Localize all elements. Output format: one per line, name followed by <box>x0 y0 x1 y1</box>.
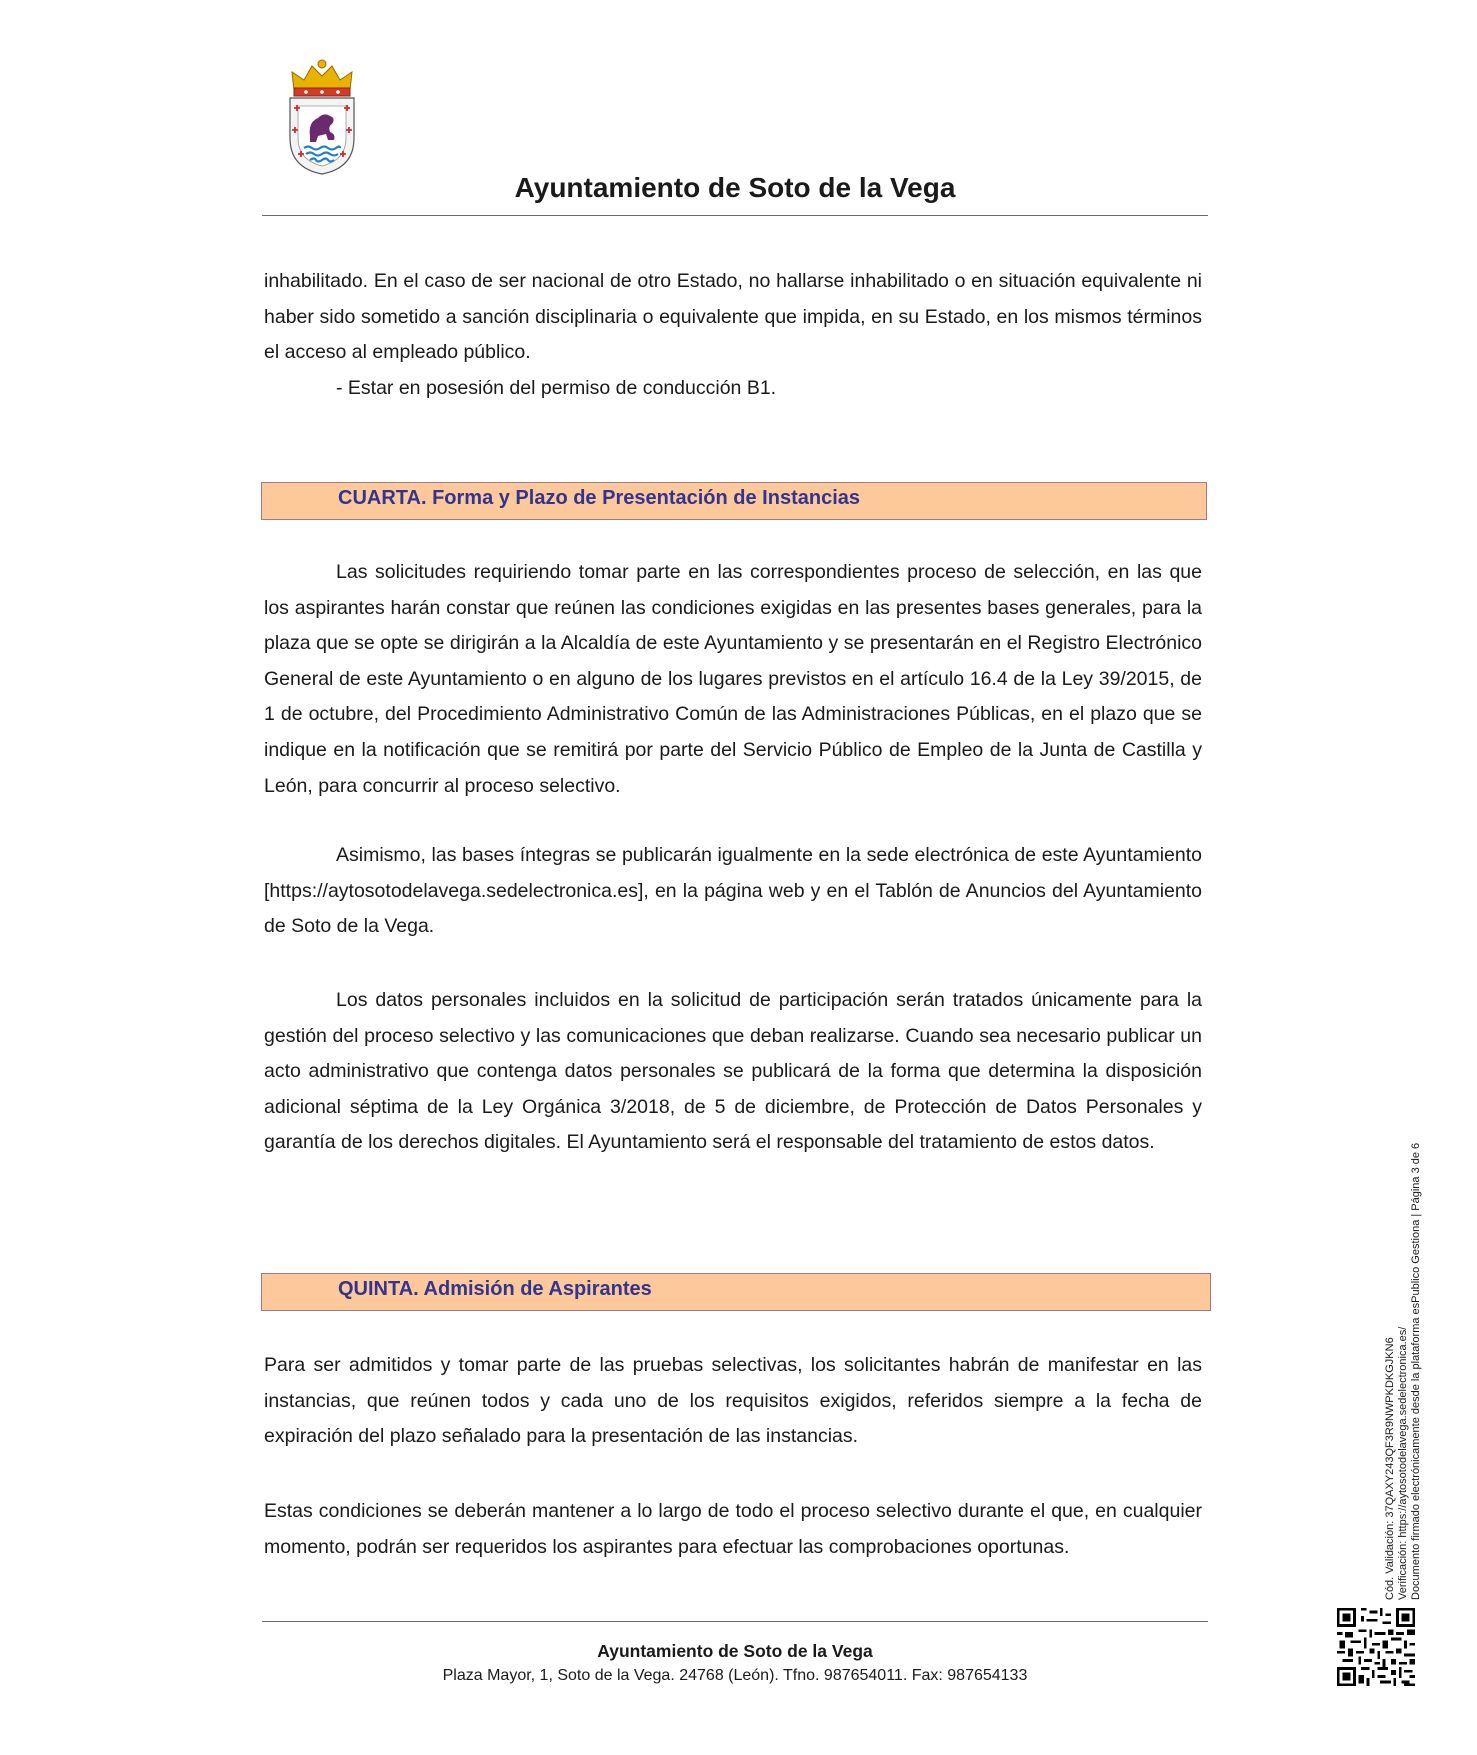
validation-margin-text <box>1384 1080 1423 1600</box>
verification-url: Verificación: https://aytosotodelavega.sedelectronica.es/ <box>1397 1326 1409 1600</box>
footer-organization: Ayuntamiento de Soto de la Vega <box>597 1641 873 1661</box>
page-title: Ayuntamiento de Soto de la Vega <box>514 172 956 203</box>
qr-code-icon <box>1337 1608 1415 1686</box>
footer-divider <box>262 1621 1208 1622</box>
section-heading-quinta-label: QUINTA. Admisión de Aspirantes <box>338 1278 652 1300</box>
signature-note: Documento firmado electrónicamente desde la plataforma esPublico Gestiona | Página 3 de 6 <box>1410 1142 1422 1600</box>
validation-code: Cód. Validación: 37QAXY243QF3R9NWPKDKGJKN6 <box>1384 1337 1396 1600</box>
header-divider <box>262 215 1208 216</box>
paragraph-publicacion: Asimismo, las bases íntegras se publicarán igualmente en la sede electrónica de este Ayuntamiento [https://aytosotodelavega.sedelectronica.es], en la página web y en el Tablón de Anuncios del Ayuntamiento de Soto de la Vega. <box>264 844 1202 938</box>
requirement-b1: - Estar en posesión del permiso de conducción B1. <box>336 377 777 399</box>
section-heading-cuarta-label: CUARTA. Forma y Plazo de Presentación de Instancias <box>338 487 860 509</box>
paragraph-condiciones: Estas condiciones se deberán mantener a lo largo de todo el proceso selectivo durante el que, en cualquier momento, podrán ser requeridos los aspirantes para efectuar las comprobaciones oportunas. <box>264 1500 1202 1558</box>
municipal-coat-of-arms-icon <box>284 56 360 176</box>
paragraph-datos-personales: Los datos personales incluidos en la solicitud de participación serán tratados únicamente para la gestión del proceso selectivo y las comunicaciones que deban realizarse. Cuando sea necesario publicar un acto administrativo que contenga datos personales se publicará de la forma que determina la disposición adicional séptima de la Ley Orgánica 3/2018, de 5 de diciembre, de Protección de Datos Personales y garantía de los derechos digitales. El Ayuntamiento será el responsable del tratamiento de estos datos. <box>264 989 1202 1154</box>
paragraph-admision: Para ser admitidos y tomar parte de las pruebas selectivas, los solicitantes habrán de manifestar en las instancias, que reúnen todos y cada uno de los requisitos exigidos, referidos siempre a la fecha de expiración del plazo señalado para la presentación de las instancias. <box>264 1354 1202 1448</box>
intro-paragraph: inhabilitado. En el caso de ser nacional de otro Estado, no hallarse inhabilitado o en situación equivalente ni haber sido sometido a sanción disciplinaria o equivalente que impida, en su Estado, en los mismos términos el acceso al empleado público. <box>264 270 1202 364</box>
section-heading-quinta <box>261 1273 1211 1311</box>
paragraph-solicitudes: Las solicitudes requiriendo tomar parte en las correspondientes proceso de selección, en las que los aspirantes harán constar que reúnen las condiciones exigidas en las presentes bases generales, para la plaza que se opte se dirigirán a la Alcaldía de este Ayuntamiento y se presentarán en el Registro Electrónico General de este Ayuntamiento o en alguno de los lugares previstos en el artículo 16.4 de la Ley 39/2015, de 1 de octubre, del Procedimiento Administrativo Común de las Administraciones Públicas, en el plazo que se indique en la notificación que se remitirá por parte del Servicio Público de Empleo de la Junta de Castilla y León, para concurrir al proceso selectivo. <box>264 561 1202 797</box>
footer-address: Plaza Mayor, 1, Soto de la Vega. 24768 (León). Tfno. 987654011. Fax: 987654133 <box>442 1667 1028 1684</box>
section-heading-cuarta <box>261 482 1207 520</box>
